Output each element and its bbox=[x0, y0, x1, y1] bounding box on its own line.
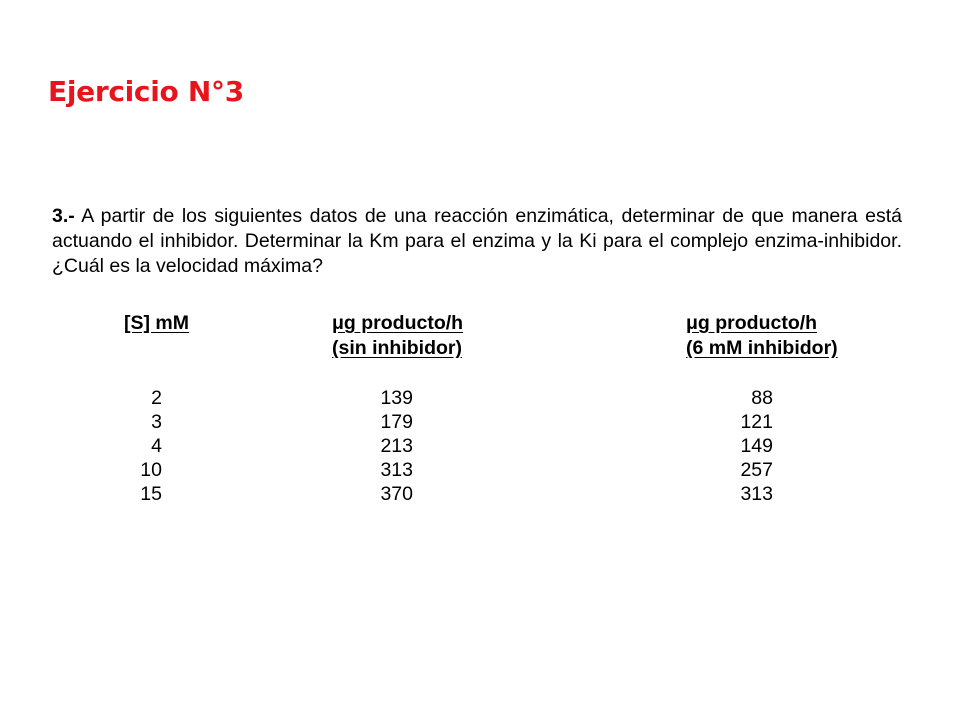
cell-substrate: 3 bbox=[151, 411, 162, 433]
header-with-inhibitor-line2: (6 mM inhibidor) bbox=[686, 337, 838, 359]
cell-with-inhibitor: 313 bbox=[740, 483, 773, 505]
header-with-inhibitor bbox=[686, 311, 838, 361]
cell-substrate: 2 bbox=[151, 387, 162, 409]
header-substrate bbox=[124, 311, 189, 336]
problem-text: A partir de los siguientes datos de una reacción enzimática, determinar de que manera está actuando el inhibidor. Determinar la Km para el enzima y la Ki para el complejo enzima-inhibidor. ¿Cuál es la velocidad máxima? bbox=[52, 205, 902, 277]
cell-without-inhibitor: 370 bbox=[380, 483, 413, 505]
cell-substrate: 15 bbox=[140, 483, 162, 505]
cell-without-inhibitor: 139 bbox=[380, 387, 413, 409]
header-without-inhibitor-line2: (sin inhibidor) bbox=[332, 337, 462, 359]
cell-without-inhibitor: 179 bbox=[380, 411, 413, 433]
cell-without-inhibitor: 313 bbox=[380, 459, 413, 481]
header-substrate-line1: [S] mM bbox=[124, 312, 189, 334]
header-with-inhibitor-line1: μg producto/h bbox=[686, 312, 818, 334]
cell-with-inhibitor: 149 bbox=[740, 435, 773, 457]
cell-substrate: 4 bbox=[151, 435, 162, 457]
cell-without-inhibitor: 213 bbox=[380, 435, 413, 457]
cell-with-inhibitor: 257 bbox=[740, 459, 773, 481]
cell-substrate: 10 bbox=[140, 459, 162, 481]
slide-title: Ejercicio N°3 bbox=[48, 75, 244, 108]
cell-with-inhibitor: 88 bbox=[751, 387, 773, 409]
header-without-inhibitor-line1: μg producto/h bbox=[332, 312, 464, 334]
header-without-inhibitor bbox=[332, 311, 463, 361]
problem-number: 3.- bbox=[52, 205, 75, 227]
cell-with-inhibitor: 121 bbox=[740, 411, 773, 433]
